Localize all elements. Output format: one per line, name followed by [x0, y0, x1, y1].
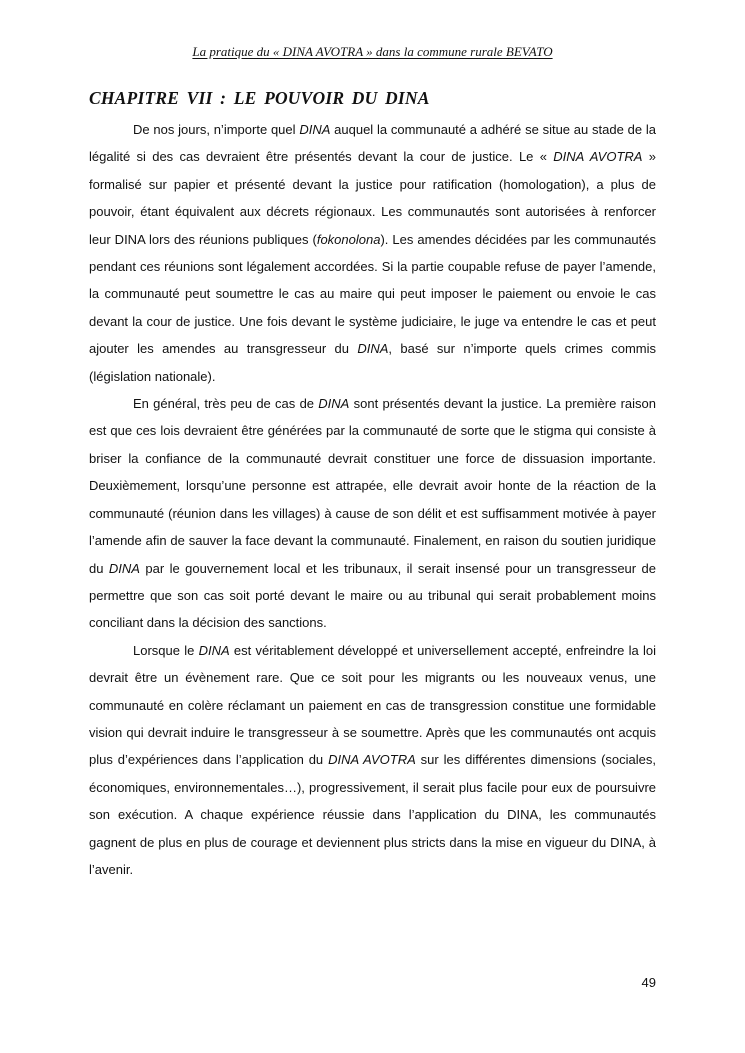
- chapter-title: CHAPITRE VII : LE POUVOIR DU DINA: [89, 88, 430, 108]
- text-run: par le gouvernement local et les tribunaux, il serait insensé pour un transgresseur de permettre que son cas soit porté devant le maire ou au tribunal qui serait probablement moins conciliant dans la décision des sanctions.: [89, 560, 656, 631]
- page-number: 49: [641, 975, 656, 990]
- paragraph: [89, 390, 656, 637]
- text-run: En général, très peu de cas de: [133, 396, 319, 412]
- italic-term: DINA: [108, 560, 140, 576]
- text-run: » formalisé sur papier et présenté devant la justice pour ratification (homologation), a plus de pouvoir, étant équivalent aux décrets régionaux. Les communautés sont autorisées à renforcer leur DINA lors des réunions publiques (: [89, 149, 657, 247]
- paragraph: [89, 637, 656, 884]
- italic-term: fokonolona: [316, 231, 381, 247]
- text-run: sont présentés devant la justice. La première raison est que ces lois devraient être générées par la communauté de sorte que le stigma qui consiste à briser la confiance de la communauté devrait constituer une force de dissuasion importante. Deuxièmement, lorsqu’une personne est attrapée, elle devrait avoir honte de la réaction de la communauté (réunion dans les villages) à cause de son délit et est suffisamment motivée à payer l’amende afin de sauver la face devant la communauté. Finalement, en raison du soutien juridique du: [89, 396, 656, 576]
- paragraph: [89, 116, 656, 390]
- running-header: La pratique du « DINA AVOTRA » dans la commune rurale BEVATO: [192, 44, 553, 59]
- italic-term: DINA: [357, 341, 389, 357]
- italic-term: DINA AVOTRA: [553, 149, 643, 165]
- text-run: , basé sur n’importe quels crimes commis (législation nationale).: [89, 341, 656, 384]
- italic-term: DINA AVOTRA: [328, 752, 416, 768]
- italic-term: DINA: [198, 642, 230, 658]
- text-run: est véritablement développé et universellement accepté, enfreindre la loi devrait être un évènement rare. Que ce soit pour les migrants ou les nouveaux venus, une communauté en colère réclamant un paiement en cas de transgression constitue une formidable vision qui devrait induire le transgresseur à se soumettre. Après que les communautés ont acquis plus d’expériences dans l’application du: [89, 642, 657, 768]
- text-run: ). Les amendes décidées par les communautés pendant ces réunions sont légalement accordées. Si la partie coupable refuse de payer l’amende, la communauté peut soumettre le cas au maire qui peut imposer le paiement ou envoie le cas devant la cour de justice. Une fois devant le système judiciaire, le juge va entendre le cas et peut ajouter les amendes au transgresseur du: [89, 231, 656, 357]
- text-run: sur les différentes dimensions (sociales, économiques, environnementales…), progressivement, il serait plus facile pour eux de poursuivre son exécution. A chaque expérience réussie dans l’application du DINA, les communautés gagnent de plus en plus de courage et deviennent plus stricts dans la mise en vigueur du DINA, à l’avenir.: [89, 752, 656, 877]
- italic-term: DINA: [299, 122, 331, 137]
- text-run: Lorsque le: [133, 642, 199, 658]
- body-text: [89, 116, 656, 883]
- italic-term: DINA: [318, 396, 350, 412]
- text-run: auquel la communauté a adhéré se situe au stade de la légalité si des cas devraient être présentés devant la cour de justice. Le «: [89, 122, 656, 165]
- text-run: De nos jours, n’importe quel: [133, 122, 300, 137]
